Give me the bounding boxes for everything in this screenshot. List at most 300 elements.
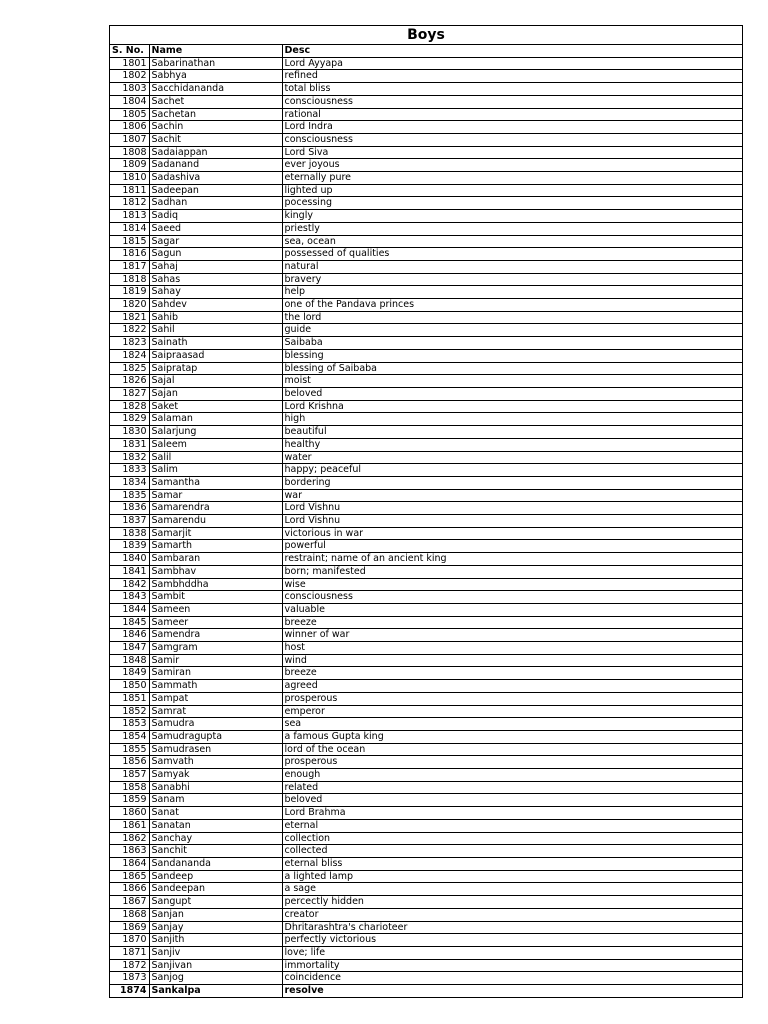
row-sno: 1803 xyxy=(110,83,149,96)
row-name: Samarjit xyxy=(149,527,282,540)
row-name: Sandeepan xyxy=(149,883,282,896)
row-name: Sameer xyxy=(149,616,282,629)
row-desc: rational xyxy=(282,108,742,121)
row-sno: 1823 xyxy=(110,337,149,350)
row-desc: born; manifested xyxy=(282,565,742,578)
table-row xyxy=(110,515,742,528)
table-row xyxy=(110,95,742,108)
row-name: Samrat xyxy=(149,705,282,718)
row-desc: ever joyous xyxy=(282,159,742,172)
row-desc: valuable xyxy=(282,603,742,616)
row-sno: 1822 xyxy=(110,324,149,337)
row-sno: 1856 xyxy=(110,756,149,769)
table-row xyxy=(110,870,742,883)
row-desc: enough xyxy=(282,769,742,782)
row-sno: 1866 xyxy=(110,883,149,896)
row-desc: wise xyxy=(282,578,742,591)
table-row xyxy=(110,146,742,159)
row-sno: 1834 xyxy=(110,476,149,489)
row-desc: help xyxy=(282,286,742,299)
row-name: Samar xyxy=(149,489,282,502)
table-row xyxy=(110,57,742,70)
row-sno: 1838 xyxy=(110,527,149,540)
row-desc: eternal bliss xyxy=(282,858,742,871)
row-name: Sambhav xyxy=(149,565,282,578)
row-name: Sachit xyxy=(149,133,282,146)
row-desc: breeze xyxy=(282,667,742,680)
row-sno: 1837 xyxy=(110,515,149,528)
table-row xyxy=(110,819,742,832)
row-sno: 1836 xyxy=(110,502,149,515)
row-desc: Lord Brahma xyxy=(282,807,742,820)
row-name: Sachet xyxy=(149,95,282,108)
table-row xyxy=(110,845,742,858)
row-sno: 1830 xyxy=(110,426,149,439)
row-name: Sadanand xyxy=(149,159,282,172)
table-row xyxy=(110,591,742,604)
row-desc: prosperous xyxy=(282,692,742,705)
row-desc: beloved xyxy=(282,387,742,400)
table-row xyxy=(110,807,742,820)
table-row xyxy=(110,946,742,959)
row-sno: 1809 xyxy=(110,159,149,172)
row-sno: 1860 xyxy=(110,807,149,820)
row-sno: 1819 xyxy=(110,286,149,299)
table-row xyxy=(110,743,742,756)
table-row xyxy=(110,273,742,286)
row-name: Sankalpa xyxy=(149,985,282,997)
table-row xyxy=(110,908,742,921)
row-desc: blessing of Saibaba xyxy=(282,362,742,375)
row-name: Sambaran xyxy=(149,553,282,566)
row-sno: 1805 xyxy=(110,108,149,121)
row-name: Sachetan xyxy=(149,108,282,121)
row-desc: emperor xyxy=(282,705,742,718)
row-sno: 1825 xyxy=(110,362,149,375)
row-sno: 1832 xyxy=(110,451,149,464)
row-desc: host xyxy=(282,642,742,655)
row-sno: 1828 xyxy=(110,400,149,413)
row-name: Saipraasad xyxy=(149,349,282,362)
row-sno: 1826 xyxy=(110,375,149,388)
row-name: Sahdev xyxy=(149,299,282,312)
row-desc: Lord Krishna xyxy=(282,400,742,413)
table-row xyxy=(110,438,742,451)
row-sno: 1873 xyxy=(110,972,149,985)
row-name: Sajal xyxy=(149,375,282,388)
table-row xyxy=(110,642,742,655)
row-desc: eternally pure xyxy=(282,172,742,185)
row-desc: powerful xyxy=(282,540,742,553)
row-sno: 1863 xyxy=(110,845,149,858)
row-desc: breeze xyxy=(282,616,742,629)
table-row xyxy=(110,337,742,350)
row-name: Sahib xyxy=(149,311,282,324)
table-row xyxy=(110,489,742,502)
table-row xyxy=(110,299,742,312)
row-name: Sahaj xyxy=(149,260,282,273)
row-sno: 1824 xyxy=(110,349,149,362)
table-row xyxy=(110,730,742,743)
row-name: Sadaiappan xyxy=(149,146,282,159)
row-name: Sambit xyxy=(149,591,282,604)
row-sno: 1872 xyxy=(110,959,149,972)
table-row xyxy=(110,451,742,464)
table-row xyxy=(110,159,742,172)
row-desc: beautiful xyxy=(282,426,742,439)
row-desc: prosperous xyxy=(282,756,742,769)
table-row xyxy=(110,83,742,96)
row-sno: 1855 xyxy=(110,743,149,756)
row-desc: creator xyxy=(282,908,742,921)
row-name: Samarth xyxy=(149,540,282,553)
header-sno: S. No. xyxy=(112,45,144,56)
row-name: Sanjog xyxy=(149,972,282,985)
row-desc: love; life xyxy=(282,946,742,959)
row-desc: kingly xyxy=(282,210,742,223)
row-sno: 1857 xyxy=(110,769,149,782)
row-desc: collected xyxy=(282,845,742,858)
row-sno: 1853 xyxy=(110,718,149,731)
row-name: Sanjith xyxy=(149,934,282,947)
row-sno: 1859 xyxy=(110,794,149,807)
row-name: Samendra xyxy=(149,629,282,642)
row-name: Samudragupta xyxy=(149,730,282,743)
row-name: Sadhan xyxy=(149,197,282,210)
row-sno: 1848 xyxy=(110,654,149,667)
table-row xyxy=(110,858,742,871)
row-sno: 1815 xyxy=(110,235,149,248)
row-sno: 1817 xyxy=(110,260,149,273)
row-desc: Lord Vishnu xyxy=(282,502,742,515)
row-desc: restraint; name of an ancient king xyxy=(282,553,742,566)
row-sno: 1827 xyxy=(110,387,149,400)
table-row xyxy=(110,464,742,477)
row-desc: lighted up xyxy=(282,184,742,197)
row-sno: 1814 xyxy=(110,222,149,235)
row-name: Salim xyxy=(149,464,282,477)
row-desc: Lord Indra xyxy=(282,121,742,134)
row-sno: 1847 xyxy=(110,642,149,655)
row-sno: 1833 xyxy=(110,464,149,477)
row-desc: beloved xyxy=(282,794,742,807)
row-desc: refined xyxy=(282,70,742,83)
table-row xyxy=(110,235,742,248)
row-sno: 1804 xyxy=(110,95,149,108)
row-sno: 1816 xyxy=(110,248,149,261)
row-sno: 1820 xyxy=(110,299,149,312)
table-row xyxy=(110,184,742,197)
row-name: Samarendu xyxy=(149,515,282,528)
row-name: Sandananda xyxy=(149,858,282,871)
row-sno: 1839 xyxy=(110,540,149,553)
table-row xyxy=(110,172,742,185)
table-row xyxy=(110,413,742,426)
row-name: Samantha xyxy=(149,476,282,489)
row-name: Samyak xyxy=(149,769,282,782)
row-desc: consciousness xyxy=(282,95,742,108)
row-name: Samiran xyxy=(149,667,282,680)
table-row xyxy=(110,121,742,134)
row-sno: 1854 xyxy=(110,730,149,743)
row-desc: coincidence xyxy=(282,972,742,985)
row-sno: 1807 xyxy=(110,133,149,146)
table-row xyxy=(110,400,742,413)
row-desc: one of the Pandava princes xyxy=(282,299,742,312)
row-name: Sahas xyxy=(149,273,282,286)
table-row xyxy=(110,578,742,591)
row-desc: Lord Ayyapa xyxy=(282,57,742,70)
row-sno: 1865 xyxy=(110,870,149,883)
row-sno: 1844 xyxy=(110,603,149,616)
table-row xyxy=(110,260,742,273)
table-row xyxy=(110,387,742,400)
row-sno: 1867 xyxy=(110,896,149,909)
row-name: Samir xyxy=(149,654,282,667)
table-row xyxy=(110,985,742,997)
table-row xyxy=(110,667,742,680)
row-sno: 1858 xyxy=(110,781,149,794)
row-name: Sachin xyxy=(149,121,282,134)
table-row xyxy=(110,794,742,807)
row-name: Sahil xyxy=(149,324,282,337)
table-row xyxy=(110,756,742,769)
row-name: Sanchit xyxy=(149,845,282,858)
table-row xyxy=(110,705,742,718)
row-sno: 1850 xyxy=(110,680,149,693)
row-desc: Saibaba xyxy=(282,337,742,350)
table-row xyxy=(110,502,742,515)
table-row xyxy=(110,286,742,299)
table-row xyxy=(110,527,742,540)
row-name: Sainath xyxy=(149,337,282,350)
row-desc: agreed xyxy=(282,680,742,693)
row-desc: consciousness xyxy=(282,133,742,146)
table-row xyxy=(110,133,742,146)
row-desc: water xyxy=(282,451,742,464)
row-desc: pocessing xyxy=(282,197,742,210)
row-sno: 1818 xyxy=(110,273,149,286)
row-name: Sanabhi xyxy=(149,781,282,794)
row-sno: 1869 xyxy=(110,921,149,934)
row-name: Sanjay xyxy=(149,921,282,934)
table-row xyxy=(110,781,742,794)
row-sno: 1811 xyxy=(110,184,149,197)
row-desc: guide xyxy=(282,324,742,337)
row-desc: bravery xyxy=(282,273,742,286)
row-name: Sammath xyxy=(149,680,282,693)
row-desc: natural xyxy=(282,260,742,273)
row-name: Sangupt xyxy=(149,896,282,909)
table-row xyxy=(110,70,742,83)
row-name: Samvath xyxy=(149,756,282,769)
table-row xyxy=(110,883,742,896)
row-sno: 1870 xyxy=(110,934,149,947)
row-desc: Dhritarashtra's charioteer xyxy=(282,921,742,934)
table-row xyxy=(110,921,742,934)
row-name: Sampat xyxy=(149,692,282,705)
row-sno: 1806 xyxy=(110,121,149,134)
row-desc: wind xyxy=(282,654,742,667)
table-row xyxy=(110,426,742,439)
row-name: Sagar xyxy=(149,235,282,248)
row-sno: 1831 xyxy=(110,438,149,451)
table-row xyxy=(110,896,742,909)
table-row xyxy=(110,362,742,375)
row-name: Saket xyxy=(149,400,282,413)
row-name: Sacchidananda xyxy=(149,83,282,96)
table-row xyxy=(110,248,742,261)
table-row xyxy=(110,934,742,947)
row-name: Sanjan xyxy=(149,908,282,921)
row-name: Salil xyxy=(149,451,282,464)
row-desc: collection xyxy=(282,832,742,845)
table-row xyxy=(110,654,742,667)
row-sno: 1864 xyxy=(110,858,149,871)
table-row xyxy=(110,210,742,223)
row-desc: resolve xyxy=(282,985,742,997)
header-name: Name xyxy=(149,45,282,57)
row-desc: Lord Siva xyxy=(282,146,742,159)
row-name: Sandeep xyxy=(149,870,282,883)
row-name: Sanjiv xyxy=(149,946,282,959)
table-row xyxy=(110,222,742,235)
row-name: Sagun xyxy=(149,248,282,261)
table-row xyxy=(110,629,742,642)
header-row xyxy=(110,45,742,57)
row-desc: perfectly victorious xyxy=(282,934,742,947)
row-name: Sadeepan xyxy=(149,184,282,197)
row-name: Sadashiva xyxy=(149,172,282,185)
row-sno: 1843 xyxy=(110,591,149,604)
table-row xyxy=(110,718,742,731)
row-sno: 1808 xyxy=(110,146,149,159)
row-sno: 1829 xyxy=(110,413,149,426)
row-name: Saipratap xyxy=(149,362,282,375)
table-row xyxy=(110,375,742,388)
row-sno: 1845 xyxy=(110,616,149,629)
sheet-title: Boys xyxy=(110,26,742,45)
names-sheet xyxy=(109,25,743,998)
row-desc: sea, ocean xyxy=(282,235,742,248)
row-name: Salaman xyxy=(149,413,282,426)
row-sno: 1802 xyxy=(110,70,149,83)
row-desc: victorious in war xyxy=(282,527,742,540)
row-desc: percectly hidden xyxy=(282,896,742,909)
row-desc: lord of the ocean xyxy=(282,743,742,756)
table-row xyxy=(110,603,742,616)
row-sno: 1851 xyxy=(110,692,149,705)
row-desc: a sage xyxy=(282,883,742,896)
row-sno: 1874 xyxy=(110,985,149,997)
table-row xyxy=(110,769,742,782)
row-sno: 1849 xyxy=(110,667,149,680)
row-name: Sameen xyxy=(149,603,282,616)
row-desc: winner of war xyxy=(282,629,742,642)
row-desc: moist xyxy=(282,375,742,388)
table-row xyxy=(110,959,742,972)
row-sno: 1840 xyxy=(110,553,149,566)
row-desc: happy; peaceful xyxy=(282,464,742,477)
row-sno: 1861 xyxy=(110,819,149,832)
row-name: Samgram xyxy=(149,642,282,655)
row-sno: 1842 xyxy=(110,578,149,591)
table-row xyxy=(110,108,742,121)
table-row xyxy=(110,565,742,578)
row-name: Sanat xyxy=(149,807,282,820)
row-desc: Lord Vishnu xyxy=(282,515,742,528)
table-row xyxy=(110,311,742,324)
row-sno: 1810 xyxy=(110,172,149,185)
row-name: Sanchay xyxy=(149,832,282,845)
table-row xyxy=(110,476,742,489)
table-row xyxy=(110,972,742,985)
row-sno: 1801 xyxy=(110,57,149,70)
row-desc: sea xyxy=(282,718,742,731)
row-desc: healthy xyxy=(282,438,742,451)
row-name: Sabarinathan xyxy=(149,57,282,70)
row-desc: the lord xyxy=(282,311,742,324)
table-row xyxy=(110,680,742,693)
row-desc: a lighted lamp xyxy=(282,870,742,883)
table-row xyxy=(110,540,742,553)
row-name: Samudra xyxy=(149,718,282,731)
row-name: Sanam xyxy=(149,794,282,807)
row-name: Sambhddha xyxy=(149,578,282,591)
row-name: Sahay xyxy=(149,286,282,299)
table-row xyxy=(110,692,742,705)
row-name: Saleem xyxy=(149,438,282,451)
row-sno: 1841 xyxy=(110,565,149,578)
row-name: Sabhya xyxy=(149,70,282,83)
row-sno: 1862 xyxy=(110,832,149,845)
row-sno: 1871 xyxy=(110,946,149,959)
table-row xyxy=(110,197,742,210)
table-row xyxy=(110,349,742,362)
table-row xyxy=(110,832,742,845)
row-desc: a famous Gupta king xyxy=(282,730,742,743)
table-row xyxy=(110,616,742,629)
row-name: Sanatan xyxy=(149,819,282,832)
row-name: Samudrasen xyxy=(149,743,282,756)
row-desc: eternal xyxy=(282,819,742,832)
row-desc: blessing xyxy=(282,349,742,362)
row-sno: 1813 xyxy=(110,210,149,223)
row-desc: immortality xyxy=(282,959,742,972)
row-desc: high xyxy=(282,413,742,426)
row-name: Sajan xyxy=(149,387,282,400)
names-table xyxy=(110,45,742,997)
row-desc: possessed of qualities xyxy=(282,248,742,261)
row-name: Samarendra xyxy=(149,502,282,515)
table-row xyxy=(110,553,742,566)
row-desc: priestly xyxy=(282,222,742,235)
row-sno: 1852 xyxy=(110,705,149,718)
header-desc: Desc xyxy=(282,45,742,57)
row-desc: bordering xyxy=(282,476,742,489)
row-desc: consciousness xyxy=(282,591,742,604)
row-desc: war xyxy=(282,489,742,502)
row-desc: related xyxy=(282,781,742,794)
row-name: Sadiq xyxy=(149,210,282,223)
row-sno: 1846 xyxy=(110,629,149,642)
row-name: Sanjivan xyxy=(149,959,282,972)
row-desc: total bliss xyxy=(282,83,742,96)
row-sno: 1821 xyxy=(110,311,149,324)
row-name: Salarjung xyxy=(149,426,282,439)
row-sno: 1812 xyxy=(110,197,149,210)
row-sno: 1835 xyxy=(110,489,149,502)
